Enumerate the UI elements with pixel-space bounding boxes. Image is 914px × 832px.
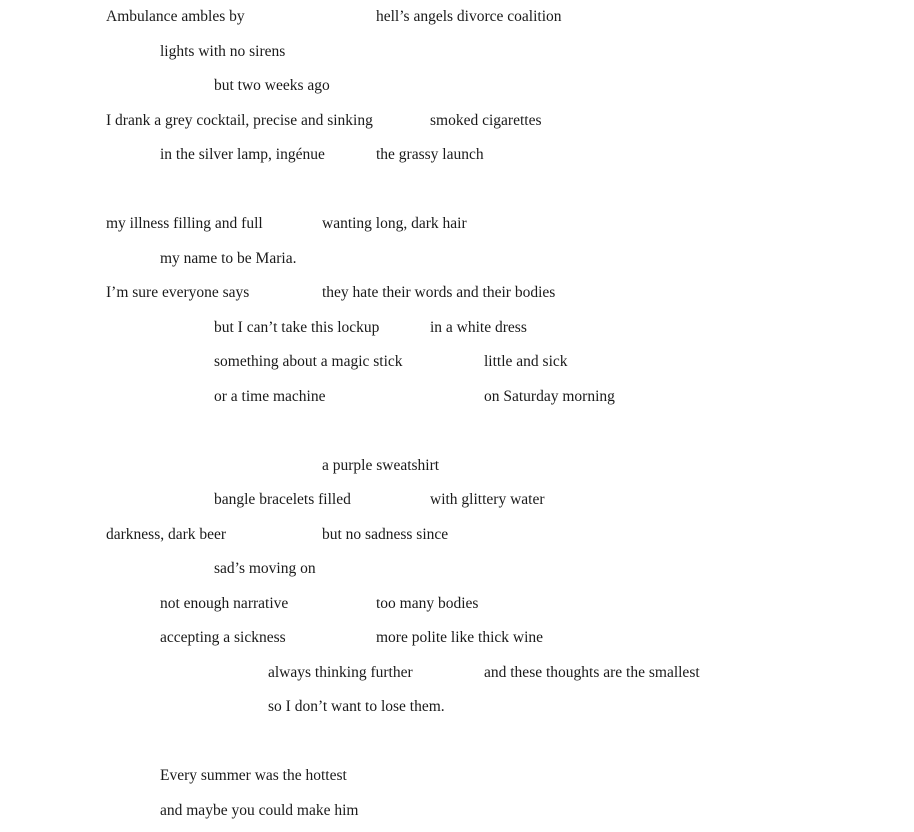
poem-fragment: bangle bracelets filled: [214, 491, 351, 508]
poem-fragment: I’m sure everyone says: [106, 284, 250, 301]
poem-fragment: in the silver lamp, ingénue: [160, 146, 325, 163]
poem-fragment: always thinking further: [268, 664, 413, 681]
poem-fragment: my name to be Maria.: [160, 250, 297, 267]
poem-fragment: accepting a sickness: [160, 629, 286, 646]
poem-fragment: Ambulance ambles by: [106, 8, 245, 25]
poem-fragment: and maybe you could make him: [160, 802, 359, 819]
poem-fragment: in a white dress: [430, 319, 527, 336]
poem-fragment: Every summer was the hottest: [160, 767, 347, 784]
poem-fragment: or a time machine: [214, 388, 326, 405]
poem-fragment: wanting long, dark hair: [322, 215, 467, 232]
poem-fragment: my illness filling and full: [106, 215, 263, 232]
poem-fragment: darkness, dark beer: [106, 526, 227, 543]
poem-fragment: and these thoughts are the smallest: [484, 664, 700, 681]
poem-fragment: but I can’t take this lockup: [214, 319, 380, 336]
poem-fragment: sad’s moving on: [214, 560, 316, 577]
poem-fragment: they hate their words and their bodies: [322, 284, 556, 301]
poem-fragment: I drank a grey cocktail, precise and sinking: [106, 112, 373, 129]
poem-fragment: the grassy launch: [376, 146, 484, 163]
poem-fragment: hell’s angels divorce coalition: [376, 8, 562, 25]
poem-fragment: with glittery water: [430, 491, 545, 508]
poem-fragment: on Saturday morning: [484, 388, 615, 405]
poem-fragment: smoked cigarettes: [430, 112, 542, 129]
poem-fragment: but two weeks ago: [214, 77, 330, 94]
poem-fragment: so I don’t want to lose them.: [268, 698, 445, 715]
poem-fragment: more polite like thick wine: [376, 629, 544, 646]
poem-fragment: something about a magic stick: [214, 353, 403, 370]
poem-fragment: little and sick: [484, 353, 568, 370]
poem-fragment: too many bodies: [376, 595, 479, 612]
poem-fragment: lights with no sirens: [160, 43, 286, 60]
poem-fragment: a purple sweatshirt: [322, 457, 440, 474]
poem-fragment: but no sadness since: [322, 526, 449, 543]
poem-fragment: not enough narrative: [160, 595, 289, 612]
